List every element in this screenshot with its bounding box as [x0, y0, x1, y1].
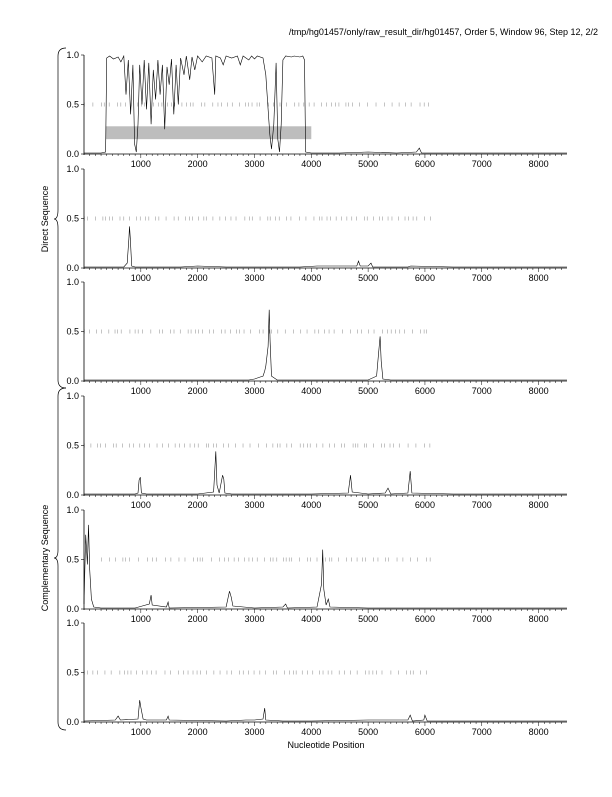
x-tick-label: 6000 — [414, 386, 435, 396]
x-tick-label: 7000 — [471, 386, 492, 396]
panel-5 — [66, 505, 567, 624]
complementary-sequence-label: Complementary Sequence — [40, 504, 50, 612]
y-tick-label: 1.0 — [66, 164, 79, 174]
x-tick-label: 4000 — [301, 500, 322, 510]
x-tick-label: 7000 — [471, 500, 492, 510]
x-tick-label: 1000 — [130, 614, 151, 624]
y-tick-label: 1.0 — [66, 277, 79, 287]
x-tick-label: 1000 — [130, 159, 151, 169]
x-tick-label: 2000 — [187, 159, 208, 169]
x-tick-label: 6000 — [414, 273, 435, 283]
y-tick-label: 1.0 — [66, 50, 79, 60]
x-tick-label: 1000 — [130, 273, 151, 283]
y-tick-label: 0.5 — [66, 440, 79, 451]
y-tick-label: 1.0 — [66, 618, 79, 628]
x-tick-label: 2000 — [187, 273, 208, 283]
x-tick-label: 3000 — [244, 614, 265, 624]
y-tick-label: 0.5 — [66, 213, 79, 224]
x-tick-label: 7000 — [471, 159, 492, 169]
x-tick-label: 3000 — [244, 273, 265, 283]
panel-4 — [66, 391, 567, 510]
x-tick-label: 3000 — [244, 500, 265, 510]
figure-header: /tmp/hg01457/only/raw_result_dir/hg01457, Order 5, Window 96, Step 12, 2/2 — [288, 27, 598, 37]
y-tick-label: 0.0 — [66, 376, 79, 386]
x-tick-label: 1000 — [130, 500, 151, 510]
panels-group — [66, 50, 567, 737]
x-tick-label: 8000 — [528, 727, 549, 737]
panel-3 — [66, 277, 567, 396]
x-tick-label: 6000 — [414, 614, 435, 624]
x-tick-label: 4000 — [301, 386, 322, 396]
x-tick-label: 5000 — [358, 500, 379, 510]
panel-2 — [66, 164, 567, 283]
x-tick-label: 2000 — [187, 500, 208, 510]
y-tick-label: 0.0 — [66, 263, 79, 273]
x-tick-label: 5000 — [358, 159, 379, 169]
x-tick-label: 3000 — [244, 727, 265, 737]
series-line-6 — [84, 700, 567, 721]
x-tick-label: 4000 — [301, 159, 322, 169]
direct-group-bracket — [54, 48, 66, 388]
x-tick-label: 4000 — [301, 727, 322, 737]
y-tick-label: 0.0 — [66, 149, 79, 159]
x-tick-label: 6000 — [414, 727, 435, 737]
y-tick-label: 0.5 — [66, 554, 79, 565]
x-tick-label: 5000 — [358, 727, 379, 737]
x-tick-label: 1000 — [130, 727, 151, 737]
y-tick-label: 1.0 — [66, 505, 79, 515]
y-tick-label: 0.5 — [66, 99, 79, 110]
x-tick-label: 3000 — [244, 159, 265, 169]
x-tick-label: 6000 — [414, 159, 435, 169]
series-line-4 — [84, 451, 567, 494]
x-tick-label: 2000 — [187, 386, 208, 396]
complementary-group-bracket — [54, 388, 66, 730]
direct-sequence-label: Direct Sequence — [40, 185, 50, 253]
x-tick-label: 1000 — [130, 386, 151, 396]
y-tick-label: 0.0 — [66, 490, 79, 500]
series-line-3 — [84, 310, 567, 380]
x-tick-label: 5000 — [358, 386, 379, 396]
series-line-5 — [84, 525, 567, 608]
x-tick-label: 4000 — [301, 273, 322, 283]
panel-1 — [66, 50, 567, 169]
x-tick-label: 4000 — [301, 614, 322, 624]
y-tick-label: 0.0 — [66, 717, 79, 727]
panel-6 — [66, 618, 567, 737]
x-tick-label: 2000 — [187, 727, 208, 737]
x-axis-label: Nucleotide Position — [287, 740, 365, 750]
x-tick-label: 3000 — [244, 386, 265, 396]
x-tick-label: 6000 — [414, 500, 435, 510]
y-tick-label: 1.0 — [66, 391, 79, 401]
x-tick-label: 2000 — [187, 614, 208, 624]
y-tick-label: 0.0 — [66, 604, 79, 614]
series-line-2 — [84, 226, 567, 267]
x-tick-label: 8000 — [528, 614, 549, 624]
x-tick-label: 8000 — [528, 273, 549, 283]
x-tick-label: 7000 — [471, 727, 492, 737]
x-tick-label: 5000 — [358, 614, 379, 624]
x-tick-label: 8000 — [528, 386, 549, 396]
x-tick-label: 8000 — [528, 500, 549, 510]
y-tick-label: 0.5 — [66, 326, 79, 337]
x-tick-label: 7000 — [471, 614, 492, 624]
x-tick-label: 7000 — [471, 273, 492, 283]
x-tick-label: 8000 — [528, 159, 549, 169]
x-tick-label: 5000 — [358, 273, 379, 283]
y-tick-label: 0.5 — [66, 667, 79, 678]
